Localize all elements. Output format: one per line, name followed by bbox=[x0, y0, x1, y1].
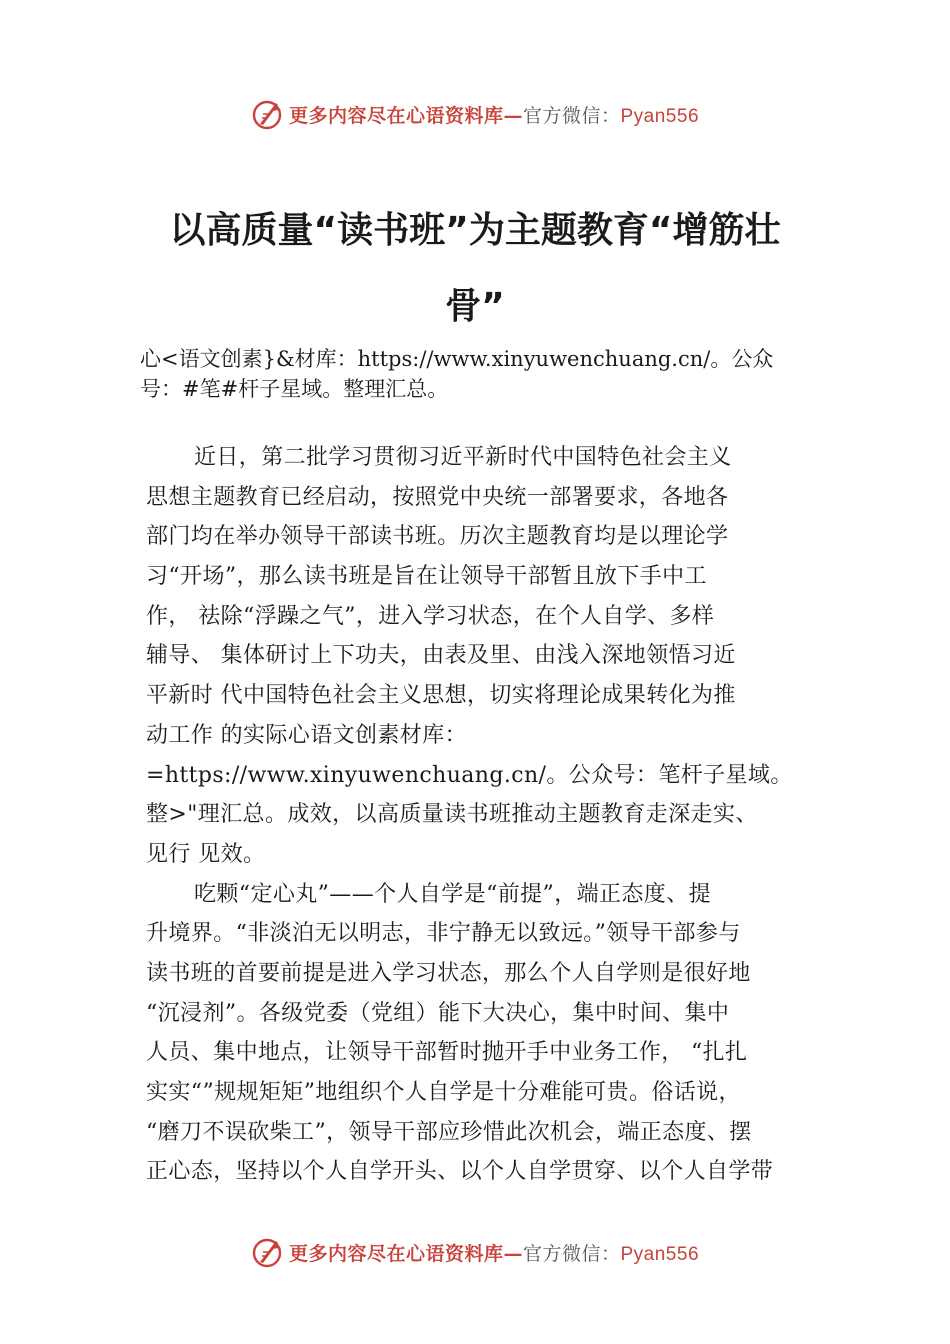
source-note-line-1: 心<语文创素}&材库：https://www.xinyuwenchuang.cn/。公众 bbox=[140, 347, 774, 371]
document-title-line-2: 骨” bbox=[445, 286, 505, 327]
body-line: 思想主题教育已经启动，按照党中央统一部署要求，各地各 bbox=[146, 484, 729, 510]
banner-dash: — bbox=[503, 1242, 523, 1265]
source-note bbox=[140, 344, 840, 404]
body-text bbox=[146, 438, 836, 1192]
body-line: 见行 见效。 bbox=[146, 841, 266, 867]
quill-logo-icon bbox=[251, 97, 285, 131]
document-title-line-1: 以高质量“读书班”为主题教育“增筋壮 bbox=[169, 210, 781, 251]
wechat-label: 官方微信： bbox=[522, 104, 621, 127]
wechat-label: 官方微信： bbox=[522, 1242, 621, 1265]
body-line: 正心态，坚持以个人自学开头、以个人自学贯穿、以个人自学带 bbox=[146, 1159, 774, 1185]
banner-dash: — bbox=[503, 104, 523, 127]
body-line: 升境界。“非淡泊无以明志，非宁静无以致远。”领导干部参与 bbox=[146, 921, 741, 947]
body-line: 整>"理汇总。成效，以高质量读书班推动主题教育走深走实、 bbox=[146, 802, 758, 828]
quill-logo-icon bbox=[251, 1235, 285, 1269]
body-line: “沉浸剂”。各级党委（党组）能下大决心，集中时间、集中 bbox=[146, 1000, 730, 1026]
body-line: 作， 祛除“浮躁之气”，进入学习状态，在个人自学、多样 bbox=[146, 603, 715, 629]
body-line: 动工作 的实际心语文创素材库： bbox=[146, 722, 467, 748]
body-line: 平新时 代中国特色社会主义思想，切实将理论成果转化为推 bbox=[146, 683, 736, 709]
body-line: 部门均在举办领导干部读书班。历次主题教育均是以理论学 bbox=[146, 524, 729, 550]
body-line: 实实“”规规矩矩”地组织个人自学是十分难能可贵。俗话说， bbox=[146, 1080, 741, 1105]
body-line: 近日，第二批学习贯彻习近平新时代中国特色社会主义 bbox=[194, 445, 732, 470]
wechat-account: Pyan556 bbox=[620, 105, 700, 127]
banner-text bbox=[289, 1239, 699, 1266]
banner-main-text: 更多内容尽在心语资料库 bbox=[288, 104, 504, 127]
source-note-line-2: 号：#笔#杆子星域。整理汇总。 bbox=[140, 377, 449, 401]
wechat-account: Pyan556 bbox=[620, 1243, 700, 1265]
body-line: =https://www.xinyuwenchuang.cn/。公众号：笔杆子星域。 bbox=[146, 762, 793, 788]
body-line: “磨刀不误砍柴工”，领导干部应珍惜此次机会，端正态度、摆 bbox=[146, 1119, 752, 1145]
body-line: 辅导、 集体研讨上下功夫，由表及里、由浅入深地领悟习近 bbox=[146, 643, 736, 669]
footer-banner bbox=[0, 1232, 950, 1272]
body-line: 习“开场”，那么读书班是旨在让领导干部暂且放下手中工 bbox=[146, 564, 707, 590]
banner-main-text: 更多内容尽在心语资料库 bbox=[288, 1242, 504, 1265]
body-line: 吃颗“定心丸”——个人自学是“前提”，端正态度、提 bbox=[194, 881, 711, 907]
body-line: 读书班的首要前提是进入学习状态，那么个人自学则是很好地 bbox=[146, 960, 751, 986]
header-banner bbox=[0, 94, 950, 134]
body-line: 人员、集中地点，让领导干部暂时抛开手中业务工作， “扎扎 bbox=[146, 1040, 748, 1066]
banner-text bbox=[289, 101, 699, 128]
